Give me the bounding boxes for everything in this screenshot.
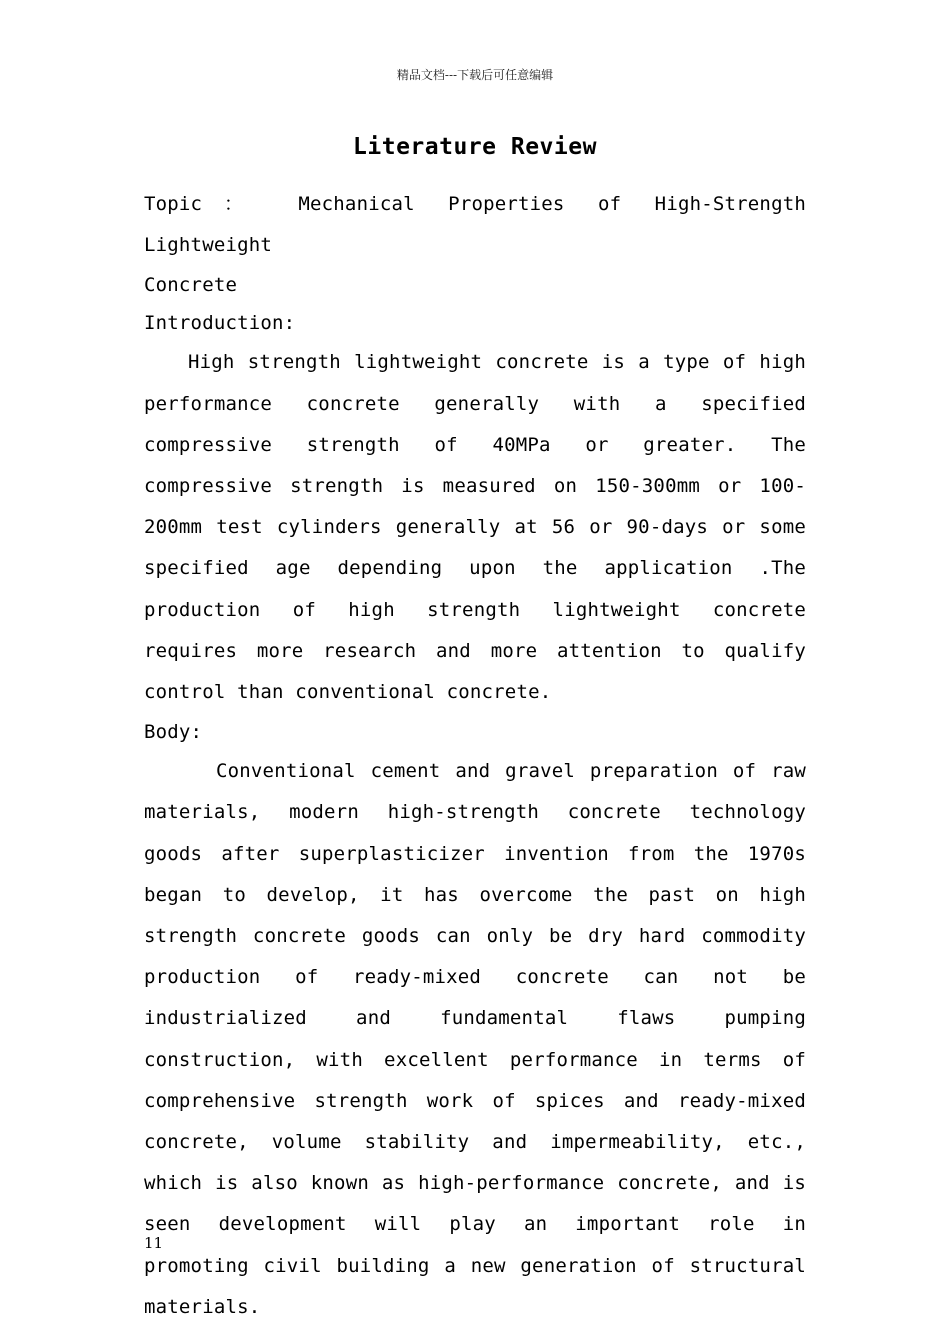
introduction-heading: Introduction: bbox=[144, 312, 296, 335]
body-heading: Body: bbox=[144, 721, 203, 744]
document-body bbox=[144, 184, 806, 1328]
topic-line: Topic： Mechanical Properties of High-Strength Lightweight bbox=[144, 193, 806, 257]
body-paragraph: Conventional cement and gravel preparation of raw materials, modern high-strength concrete technology goods after superplasticizer invention from the 1970s began to develop, it has overcome the past on high strength concrete goods can only be dry hard commodity production of ready-mixed concrete can not be industrialized and fundamental flaws pumping construction, with excellent performance in terms of comprehensive strength work of spices and ready-mixed concrete, volume stability and impermeability, etc., which is also known as high-performance concrete, and is seen development will play an important role in promoting civil building a new generation of structural materials. bbox=[144, 760, 806, 1318]
topic-continuation: Concrete bbox=[144, 274, 238, 297]
document-title: Literature Review bbox=[353, 134, 597, 160]
page-header-watermark: 精品文档---下载后可任意编辑 bbox=[396, 68, 554, 82]
introduction-paragraph: High strength lightweight concrete is a type of high performance concrete generally with a specified compressive strength of 40MPa or greater. The compressive strength is measured on 150-300mm or 100-200mm test cylinders generally at 56 or 90-days or some specified age depending upon the application .The production of high strength lightweight concrete requires more research and more attention to qualify control than conventional concrete. bbox=[144, 351, 806, 704]
page-number: 11 bbox=[144, 1234, 164, 1252]
